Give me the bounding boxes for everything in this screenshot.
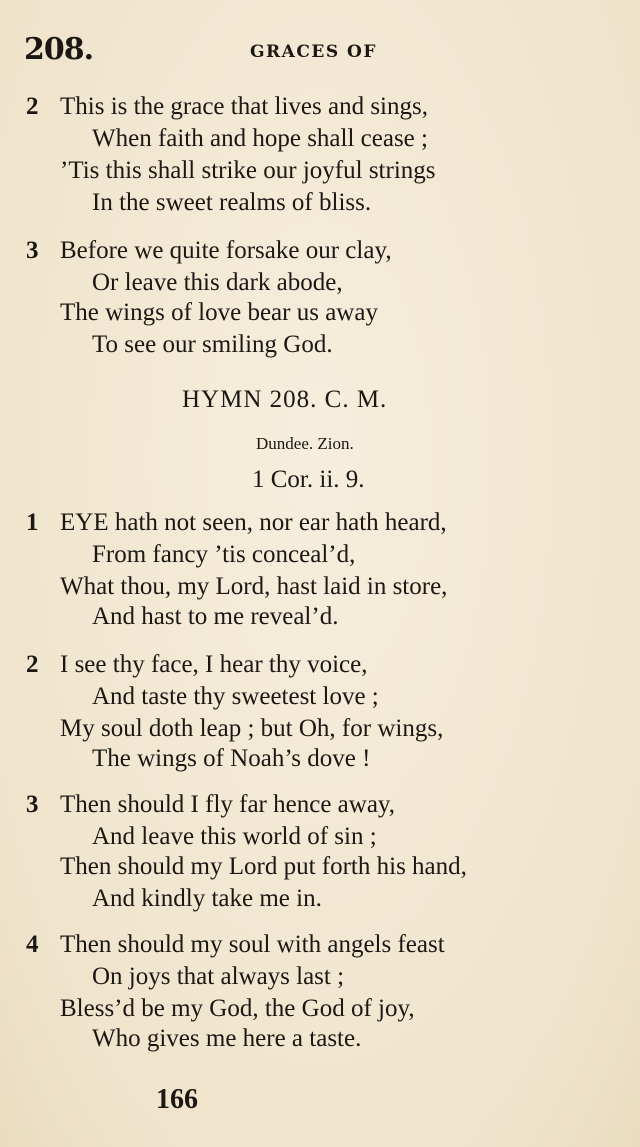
verse-number: 4 — [26, 931, 39, 958]
scripture-reference: 1 Cor. ii. 9. — [252, 466, 365, 493]
verse-number: 3 — [26, 791, 39, 818]
verse-line: To see our smiling God. — [92, 331, 333, 358]
verse-line: What thou, my Lord, hast laid in store, — [60, 573, 448, 600]
verse-number: 1 — [26, 509, 39, 536]
verse-number: 2 — [26, 651, 39, 678]
verse-line: Then should my Lord put forth his hand, — [60, 853, 467, 880]
verse-line: I see thy face, I hear thy voice, — [60, 651, 368, 678]
running-title: GRACES OF — [250, 42, 377, 62]
verse-line: The wings of love bear us away — [60, 299, 378, 326]
verse-line: This is the grace that lives and sings, — [60, 93, 428, 120]
verse-number: 2 — [26, 93, 39, 120]
verse-line: Bless’d be my God, the God of joy, — [60, 995, 415, 1022]
verse-line: The wings of Noah’s dove ! — [92, 745, 371, 772]
verse-line: And kindly take me in. — [92, 885, 322, 912]
header-page-number: 208. — [24, 32, 94, 67]
verse-line: Or leave this dark abode, — [92, 269, 343, 296]
verse-line: Who gives me here a taste. — [92, 1025, 362, 1052]
verse-line: And taste thy sweetest love ; — [92, 683, 379, 710]
verse-line: When faith and hope shall cease ; — [92, 125, 428, 152]
verse-line: In the sweet realms of bliss. — [92, 189, 372, 216]
verse-line: Then should my soul with angels feast — [60, 931, 445, 958]
verse-line: Then should I fly far hence away, — [60, 791, 396, 818]
verse-line: ’Tis this shall strike our joyful strings — [60, 157, 436, 184]
verse-line: From fancy ’tis conceal’d, — [92, 541, 356, 568]
verse-line: And hast to me reveal’d. — [92, 603, 339, 630]
footer-page-number: 166 — [156, 1084, 198, 1115]
verse-line: EYE hath not seen, nor ear hath heard, — [60, 509, 447, 536]
verse-line: And leave this world of sin ; — [92, 823, 377, 850]
verse-line: On joys that always last ; — [92, 963, 345, 990]
verse-number: 3 — [26, 237, 39, 264]
verse-line: Before we quite forsake our clay, — [60, 237, 392, 264]
tune-names: Dundee. Zion. — [256, 434, 354, 453]
hymn-title: HYMN 208. C. M. — [182, 386, 388, 413]
verse-line: My soul doth leap ; but Oh, for wings, — [60, 715, 444, 742]
